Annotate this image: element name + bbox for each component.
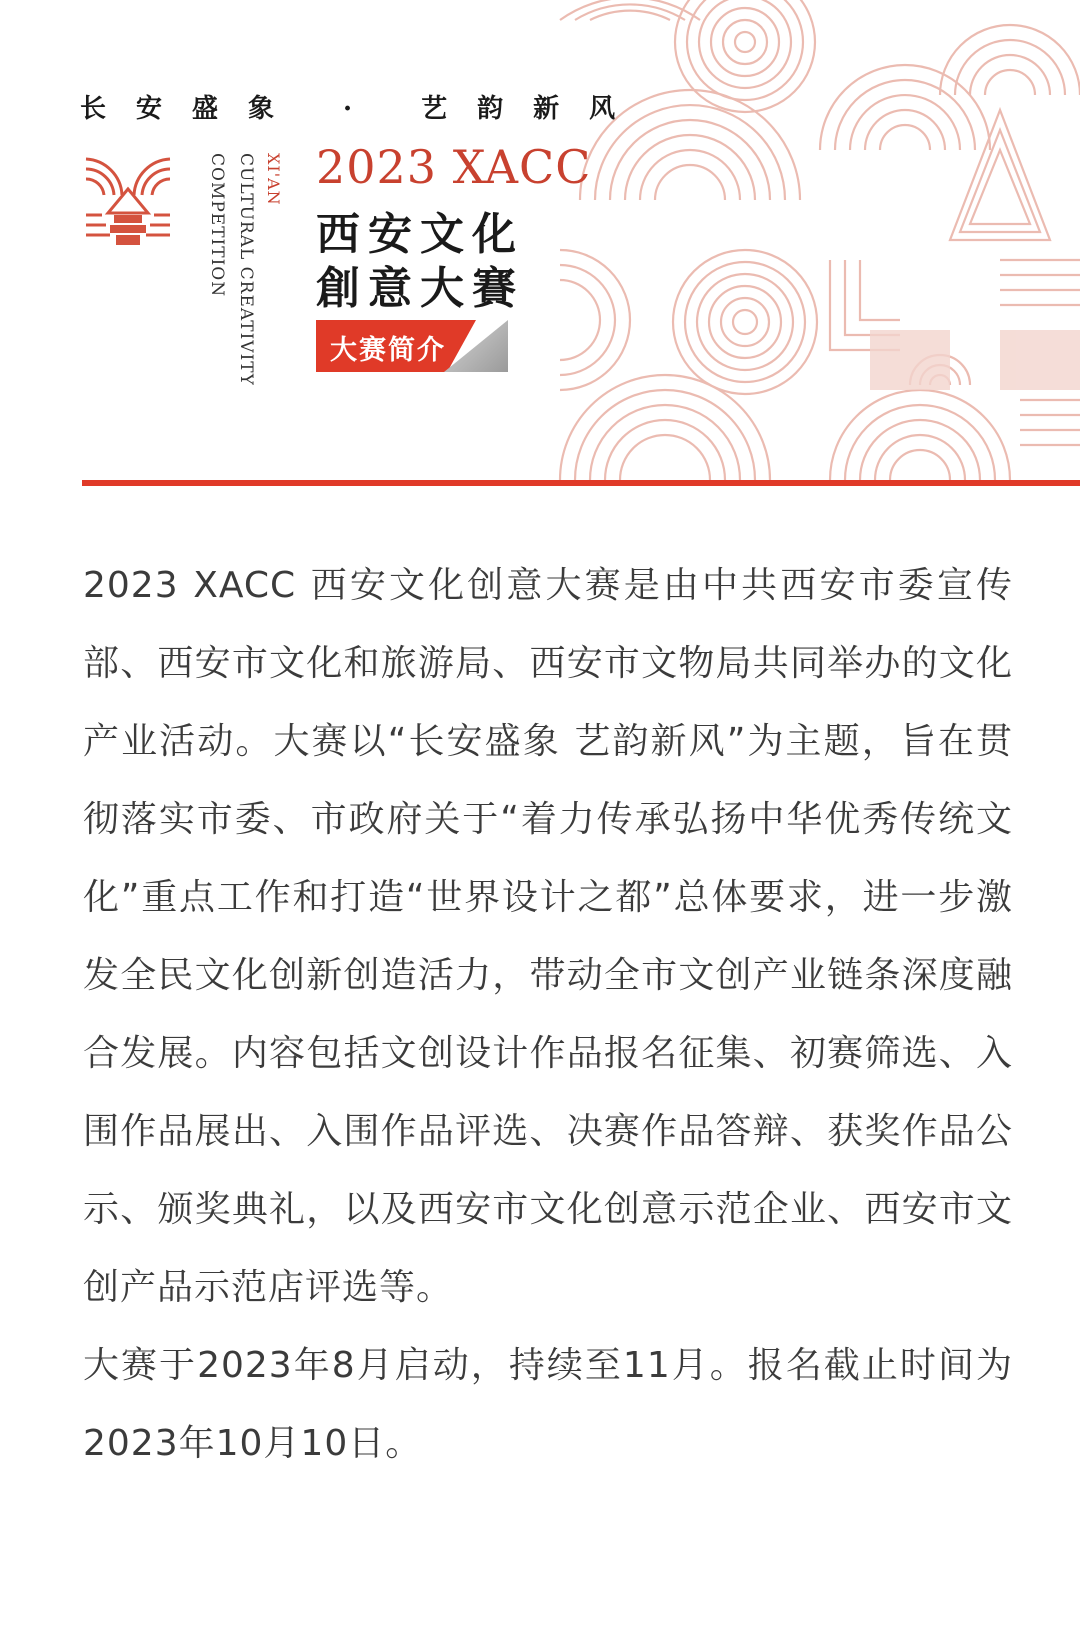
article-body: [83, 547, 1013, 1483]
red-divider: [82, 480, 1080, 486]
logo-subtitle-line2: COMPETITION: [207, 153, 227, 298]
badge-label: 大赛简介: [330, 335, 446, 366]
main-title-line1: 西安文化: [316, 209, 524, 260]
slogan: 长安盛象 · 艺韵新风: [80, 94, 646, 124]
section-badge: [316, 320, 508, 372]
intro-paragraph: 2023 XACC 西安文化创意大赛是由中共西安市委宣传部、西安市文化和旅游局、西安市文物局共同举办的文化产业活动。大赛以“长安盛象 艺韵新风”为主题，旨在贯彻落实市委、市政府关于“着力传承弘扬中华优秀传统文化”重点工作和打造“世界设计之都”总体要求，进一步激发全民文化创新创造活力，带动全市文创产业链条深度融合发展。内容包括文创设计作品报名征集、初赛筛选、入围作品展出、入围作品评选、决赛作品答辩、获奖作品公示、颁奖典礼，以及西安市文化创意示范企业、西安市文创产品示范店评选等。: [83, 565, 1013, 1308]
competition-logo-icon: [82, 155, 174, 247]
logo-city-text: XI'AN: [264, 153, 283, 206]
logo-subtitle-line1: CULTURAL CREATIVITY: [236, 153, 256, 386]
header-banner: [0, 0, 1080, 480]
schedule-paragraph: 大赛于2023年8月启动，持续至11月。报名截止时间为2023年10月10日。: [83, 1345, 1013, 1464]
main-title-line2: 創意大賽: [316, 263, 524, 314]
edition-title: 2023 XACC: [316, 140, 592, 194]
